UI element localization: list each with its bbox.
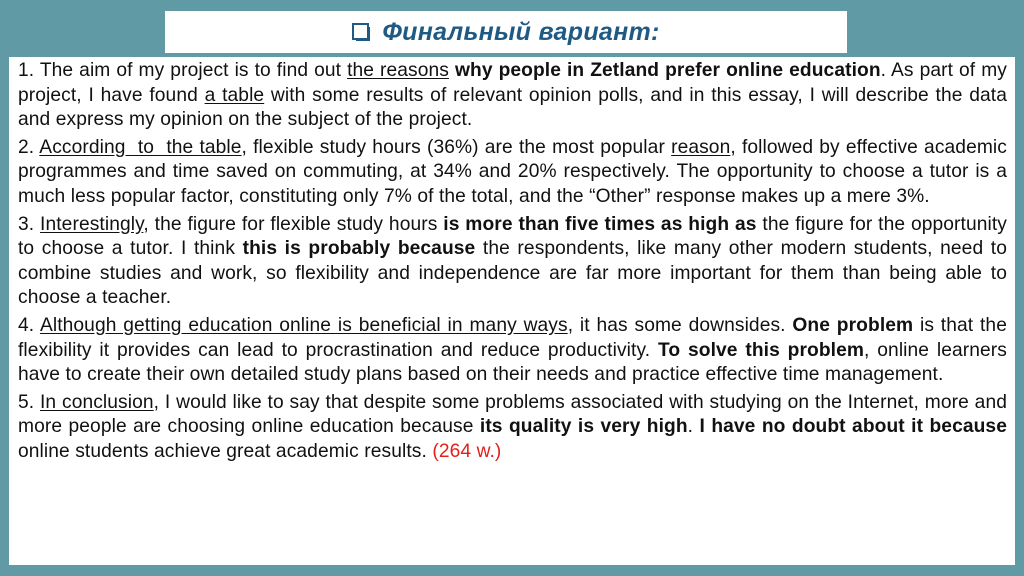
bold-phrase: I have no doubt about it because: [699, 416, 1007, 438]
text-segment: , it has some downsides.: [567, 314, 793, 336]
bold-phrase: To solve this problem: [657, 339, 865, 361]
text-segment: 1. The aim of my project is to find out: [18, 60, 348, 81]
text-segment: 3.: [18, 213, 41, 235]
text-segment: , online learners have to create their own detailed study plans based on their needs and practice effective time management.: [18, 339, 1007, 386]
underlined-phrase: Interestingly: [40, 213, 144, 235]
text-segment: the figure for the opportunity to choose a tutor. I think: [18, 213, 1007, 260]
text-segment: .: [687, 416, 700, 438]
text-segment: , the figure for flexible study hours: [143, 213, 444, 235]
title-group: [352, 18, 659, 47]
text-segment: , I would like to say that despite some problems associated with studying on the Internet, more and more people are choosing online education because: [18, 391, 1007, 438]
text-segment: , followed by effective academic programmes and time saved on commuting, at 34% and 20% respectively. The opportunity to choose a tutor is a much less popular factor, constituting only 7% of the total, and the “Other” response makes up a mere 3%.: [18, 136, 1007, 207]
paragraph-2: [18, 136, 1007, 210]
text-segment: with some results of relevant opinion polls, and in this essay, I will describe the data and express my opinion on the subject of the project.: [18, 84, 1007, 131]
text-segment: 5.: [18, 391, 40, 413]
text-segment: the respondents, like many other modern students, need to combine studies and work, so flexibility and independence are far more important for them than being able to choose a teacher.: [18, 238, 1007, 309]
word-count: (264 w.): [432, 440, 502, 462]
text-segment: 2.: [18, 136, 40, 158]
paragraph-4: [18, 314, 1007, 388]
text-segment: online students achieve great academic results.: [18, 440, 433, 462]
text-segment: 4.: [18, 314, 40, 336]
paragraph-1: [18, 59, 1007, 133]
page-title: Финальный вариант:: [382, 17, 660, 46]
text-segment: . As part of my project, I have found: [18, 60, 1007, 106]
underlined-phrase: a table: [204, 84, 265, 106]
underlined-phrase: Although getting education online is beneficial in many ways: [39, 314, 568, 336]
paragraph-3: [18, 213, 1007, 311]
bold-phrase: One problem: [792, 314, 914, 336]
underlined-phrase: reason: [671, 136, 731, 158]
paragraph-5: [18, 391, 1007, 465]
title-bar: [165, 11, 847, 53]
underlined-phrase: the reasons: [347, 60, 449, 81]
bold-phrase: is more than five times as high as: [443, 213, 757, 235]
underlined-phrase: In conclusion: [40, 391, 154, 413]
text-segment: , flexible study hours (36%) are the most popular: [241, 136, 672, 158]
bold-phrase: why people in Zetland prefer online education: [454, 60, 881, 81]
bold-phrase: this is probably because: [242, 238, 476, 260]
bold-phrase: its quality is very high: [479, 416, 688, 438]
underlined-phrase: According to the table: [39, 136, 242, 158]
checkbox-icon: [352, 23, 370, 41]
essay-text-box: [9, 57, 1015, 565]
text-segment: is that the flexibility it provides can lead to procrastination and reduce productivity.: [18, 314, 1007, 361]
